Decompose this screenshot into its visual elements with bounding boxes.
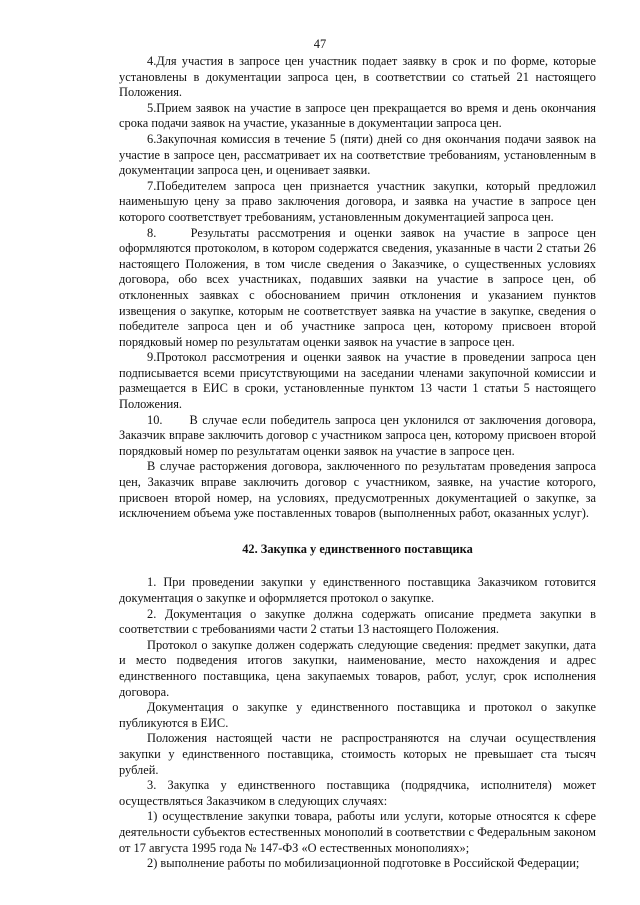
section-heading: 42. Закупка у единственного поставщика — [242, 541, 473, 556]
paragraph: 2) выполнение работы по мобилизационной подготовке в Российской Федерации; — [147, 856, 580, 871]
paragraph: Протокол о закупке должен содержать следующие сведения: предмет закупки, дата и место подведения итогов закупки, наименование, место нахождения и адрес единственного поставщика, цена закупаемых товаров, работ, услуг, срок исполнения договора. — [119, 637, 596, 699]
paragraph: 7.Победителем запроса цен признается участник закупки, который предложил наименьшую цену за право заключения договора, и заявка на участие в запросе цен которого соответствует требованиям, установленным документацией запроса цен. — [119, 178, 596, 224]
paragraph: В случае расторжения договора, заключенного по результатам проведения запроса цен, Заказчик вправе заключить договор с участником, заявке, на участие которого, присвоен второй номер, на условиях, предусмотренных документацией о закупке, за исключением объема уже поставленных товаров (выполненных работ, оказанных услуг). — [119, 459, 596, 521]
paragraph: Положения настоящей части не распространяются на случаи осуществления закупки у единственного поставщика, стоимость которых не превышает ста тысяч рублей. — [119, 731, 596, 777]
paragraph: 9.Протокол рассмотрения и оценки заявок на участие в проведении запроса цен подписывается всеми присутствующими на заседании членами закупочной комиссии и размещается в ЕИС в сроки, установленные пунктом 13 части 1 статьи 5 настоящего Положения. — [119, 350, 596, 412]
paragraph: 2. Документация о закупке должна содержать описание предмета закупки в соответствии с требованиями части 2 статьи 13 настоящего Положения. — [119, 606, 596, 637]
paragraph: 8. Результаты рассмотрения и оценки заявок на участие в запросе цен оформляются протоколом, в котором содержатся сведения, указанные в части 2 статьи 26 настоящего Положения, в том числе сведения о Заказчике, о существенных условиях договора, обо всех участниках, подавших заявки на участие в запросе цен, об отклоненных заявках с обоснованием причин отклонения и указанием пунктов извещения о закупке, которым не соответствует заявка на участие в закупке, сведения о победителе запроса цен и об участнике запроса цен, которому присвоен второй порядковый номер по результатам оценки заявок на участие в запросе цен. — [119, 225, 600, 349]
page-number: 47 — [313, 37, 327, 51]
paragraph: 4.Для участия в запросе цен участник подает заявку в срок и по форме, которые установлены в документации запроса цен, в соответствии со статьей 21 настоящего Положения. — [119, 54, 596, 100]
paragraph: 5.Прием заявок на участие в запросе цен прекращается во время и день окончания срока подачи заявок на участие, указанные в документации запроса цен. — [119, 100, 596, 131]
paragraph: Документация о закупке у единственного поставщика и протокол о закупке публикуются в ЕИС. — [119, 700, 596, 730]
document-body — [119, 54, 600, 872]
paragraph: 1) осуществление закупки товара, работы или услуги, которые относятся к сфере деятельности субъектов естественных монополий в соответствии с Федеральным законом от 17 августа 1995 года № 147-ФЗ «О естественных монополиях»; — [119, 809, 596, 855]
paragraph: 10. В случае если победитель запроса цен уклонился от заключения договора, Заказчик вправе заключить договор с участником запроса цен, которому присвоен второй порядковый номер по результатам оценки заявок на участие в запросе цен. — [119, 412, 600, 458]
paragraph: 6.Закупочная комиссия в течение 5 (пяти) дней со дня окончания подачи заявок на участие в запросе цен, рассматривает их на соответствие требованиям, установленным в документации запроса цен, и оценивает заявки. — [119, 131, 596, 178]
paragraph: 3. Закупка у единственного поставщика (подрядчика, исполнителя) может осуществляться Заказчиком в следующих случаях: — [119, 778, 596, 808]
paragraph: 1. При проведении закупки у единственного поставщика Заказчиком готовится документация о закупке и оформляется протокол о закупке. — [119, 575, 596, 605]
